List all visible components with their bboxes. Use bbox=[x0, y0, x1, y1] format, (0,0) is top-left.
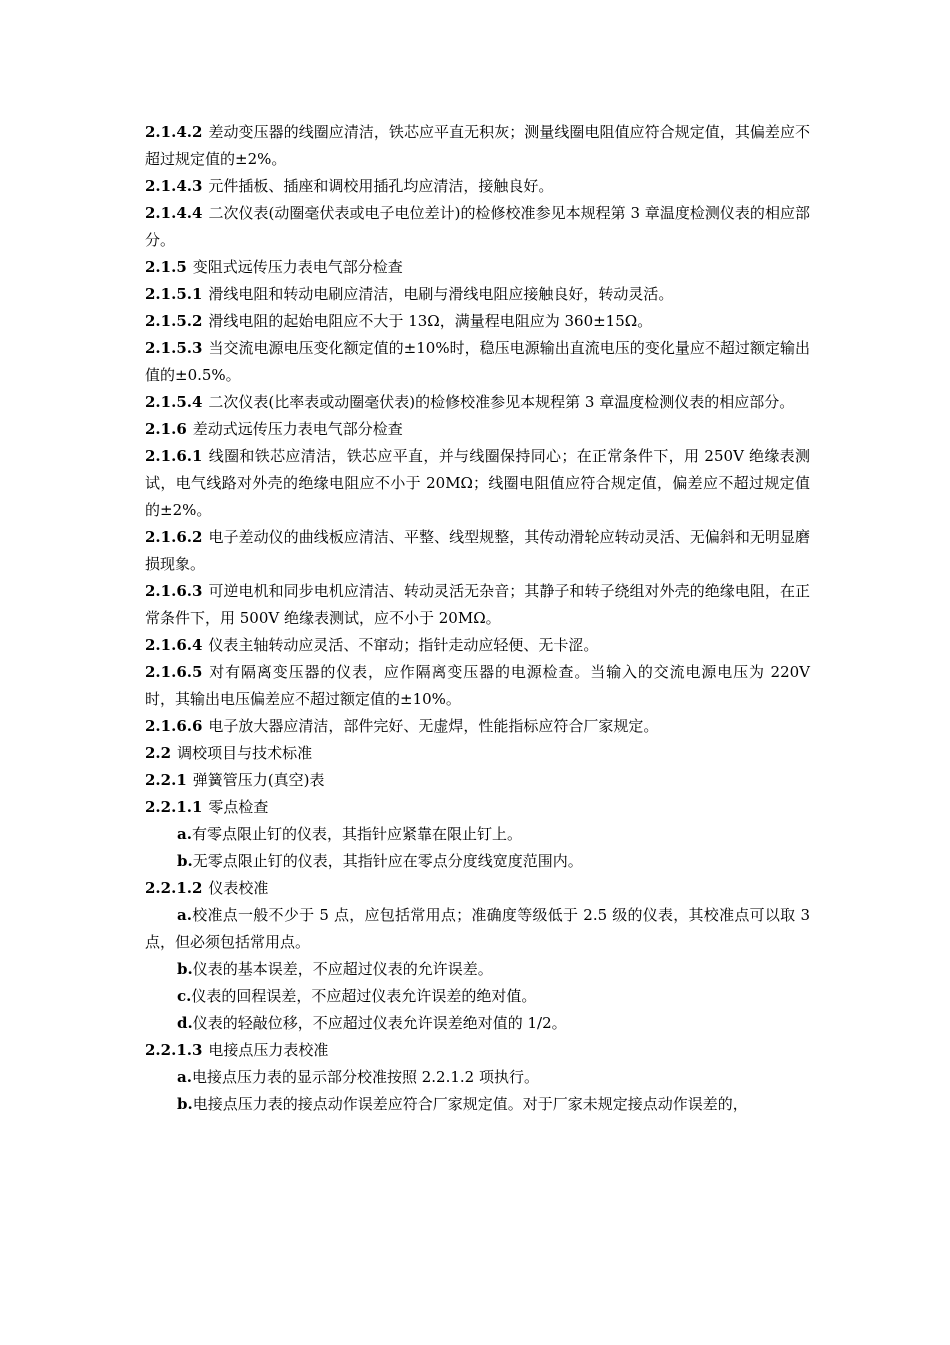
section-heading-2-2-1-1: 2.2.1.1 零点检查 bbox=[145, 798, 269, 816]
list-item-2-2-1-2-a: a.校准点一般不少于 5 点，应包括常用点；准确度等级低于 2.5 级的仪表，其校准点可以取 3 点，但必须包括常用点。 bbox=[145, 906, 810, 951]
clause-2-1-6-3: 2.1.6.3 可逆电机和同步电机应清洁、转动灵活无杂音；其静子和转子绕组对外壳的绝缘电阻，在正常条件下，用 500V 绝缘表测试，应不小于 20MΩ。 bbox=[145, 582, 810, 627]
section-heading-2-2-1-2: 2.2.1.2 仪表校准 bbox=[145, 879, 269, 897]
list-item-2-2-1-3-b: b.电接点压力表的接点动作误差应符合厂家规定值。对于厂家未规定接点动作误差的， bbox=[177, 1095, 748, 1113]
section-heading-2-2: 2.2 调校项目与技术标准 bbox=[145, 744, 313, 762]
section-heading-2-2-1: 2.2.1 弹簧管压力(真空)表 bbox=[145, 771, 325, 789]
clause-2-1-4-3: 2.1.4.3 元件插板、插座和调校用插孔均应清洁，接触良好。 bbox=[145, 177, 554, 195]
list-item-2-2-1-3-a: a.电接点压力表的显示部分校准按照 2.2.1.2 项执行。 bbox=[177, 1068, 539, 1086]
section-heading-2-1-6: 2.1.6 差动式远传压力表电气部分检查 bbox=[145, 420, 403, 438]
list-item-2-2-1-1-a: a.有零点限止钉的仪表，其指针应紧靠在限止钉上。 bbox=[177, 825, 522, 843]
clause-2-1-6-2: 2.1.6.2 电子差动仪的曲线板应清洁、平整、线型规整，其传动滑轮应转动灵活、无偏斜和无明显磨损现象。 bbox=[145, 528, 810, 573]
section-heading-2-1-5: 2.1.5 变阻式远传压力表电气部分检查 bbox=[145, 258, 403, 276]
clause-2-1-4-4: 2.1.4.4 二次仪表(动圈毫伏表或电子电位差计)的检修校准参见本规程第 3 章温度检测仪表的相应部分。 bbox=[145, 204, 810, 249]
list-item-2-2-1-2-b: b.仪表的基本误差，不应超过仪表的允许误差。 bbox=[177, 960, 493, 978]
list-item-2-2-1-2-d: d.仪表的轻敲位移，不应超过仪表允许误差绝对值的 1/2。 bbox=[177, 1014, 567, 1032]
clause-2-1-5-1: 2.1.5.1 滑线电阻和转动电刷应清洁，电刷与滑线电阻应接触良好，转动灵活。 bbox=[145, 285, 674, 303]
clause-2-1-5-4: 2.1.5.4 二次仪表(比率表或动圈毫伏表)的检修校准参见本规程第 3 章温度检测仪表的相应部分。 bbox=[145, 393, 795, 411]
clause-2-1-5-2: 2.1.5.2 滑线电阻的起始电阻应不大于 13Ω，满量程电阻应为 360±15Ω。 bbox=[145, 312, 653, 330]
list-item-2-2-1-2-c: c.仪表的回程误差，不应超过仪表允许误差的绝对值。 bbox=[177, 987, 537, 1005]
clause-2-1-6-1: 2.1.6.1 线圈和铁芯应清洁，铁芯应平直，并与线圈保持同心；在正常条件下，用 250V 绝缘表测试，电气线路对外壳的绝缘电阻应不小于 20MΩ；线圈电阻值应符合规定值，偏差应不超过规定值的±2%。 bbox=[145, 447, 810, 519]
clause-2-1-5-3: 2.1.5.3 当交流电源电压变化额定值的±10%时，稳压电源输出直流电压的变化量应不超过额定输出值的±0.5%。 bbox=[145, 339, 810, 384]
list-item-2-2-1-1-b: b.无零点限止钉的仪表，其指针应在零点分度线宽度范围内。 bbox=[177, 852, 583, 870]
document-body bbox=[145, 119, 810, 1118]
clause-2-1-6-5: 2.1.6.5 对有隔离变压器的仪表，应作隔离变压器的电源检查。当输入的交流电源电压为 220V 时，其输出电压偏差应不超过额定值的±10%。 bbox=[145, 663, 810, 708]
section-heading-2-2-1-3: 2.2.1.3 电接点压力表校准 bbox=[145, 1041, 329, 1059]
clause-2-1-4-2: 2.1.4.2 差动变压器的线圈应清洁，铁芯应平直无积灰；测量线圈电阻值应符合规定值，其偏差应不超过规定值的±2%。 bbox=[145, 123, 810, 168]
clause-2-1-6-4: 2.1.6.4 仪表主轴转动应灵活、不窜动；指针走动应轻便、无卡涩。 bbox=[145, 636, 599, 654]
clause-2-1-6-6: 2.1.6.6 电子放大器应清洁，部件完好、无虚焊，性能指标应符合厂家规定。 bbox=[145, 717, 659, 735]
